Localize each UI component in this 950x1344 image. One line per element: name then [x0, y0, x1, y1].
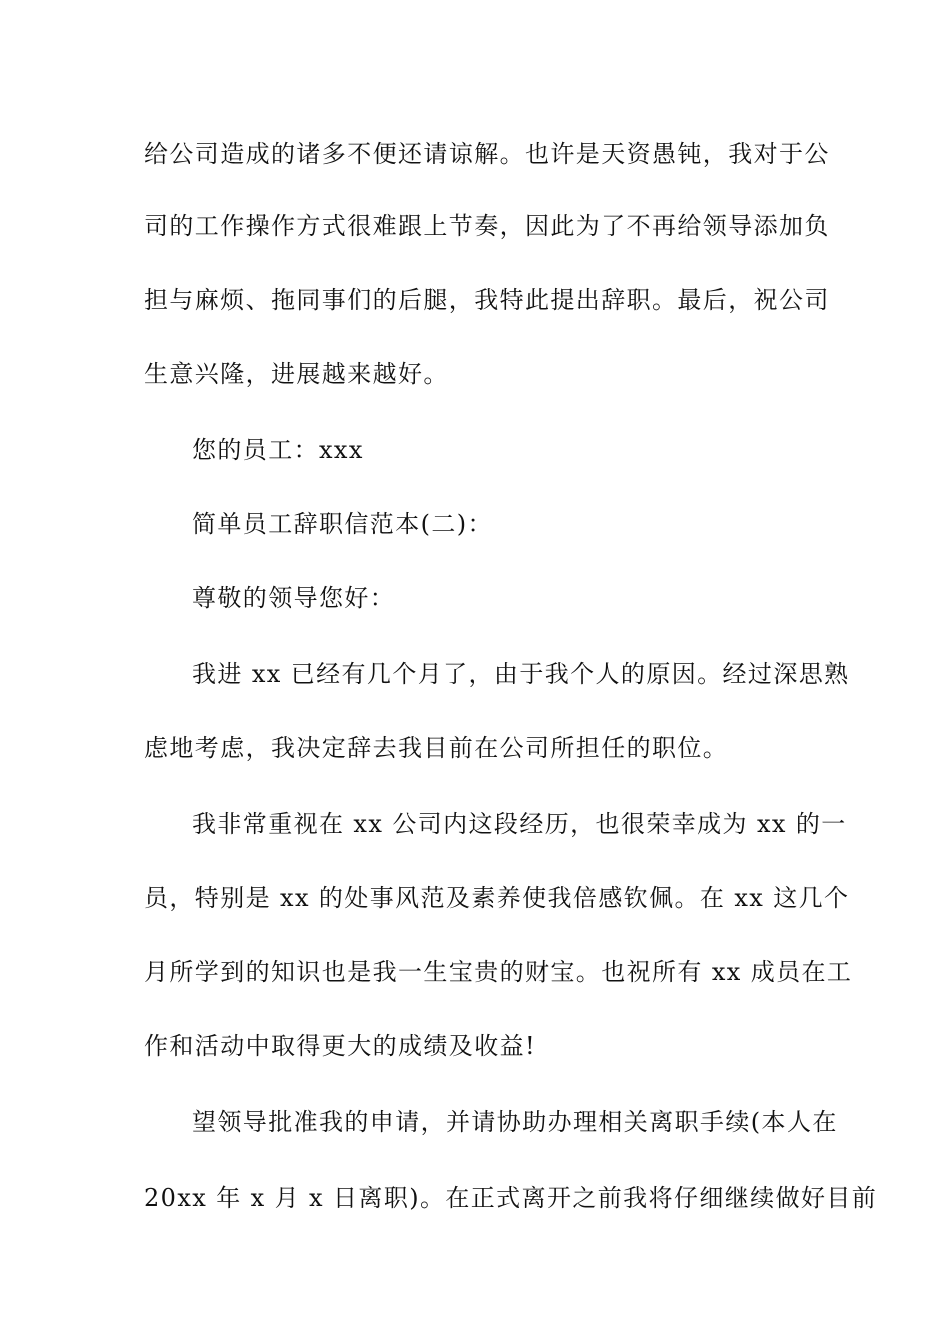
paragraph-line: 担与麻烦、拖同事们的后腿，我特此提出辞职。最后，祝公司 — [144, 286, 830, 314]
paragraph-line: 生意兴隆，进展越来越好。 — [144, 360, 449, 388]
signature-line: 您的员工：xxx — [192, 436, 364, 464]
paragraph-line: 20xx 年 x 月 x 日离职)。在正式离开之前我将仔细继续做好目前 — [144, 1184, 878, 1212]
paragraph-line: 员，特别是 xx 的处事风范及素养使我倍感钦佩。在 xx 这几个 — [144, 884, 850, 912]
paragraph-line: 作和活动中取得更大的成绩及收益! — [144, 1032, 537, 1060]
paragraph-line: 月所学到的知识也是我一生宝贵的财宝。也祝所有 xx 成员在工 — [144, 958, 853, 986]
paragraph-line: 我非常重视在 xx 公司内这段经历，也很荣幸成为 xx 的一 — [192, 810, 847, 838]
section-heading: 简单员工辞职信范本(二)： — [192, 510, 493, 538]
paragraph-line: 望领导批准我的申请，并请协助办理相关离职手续(本人在 — [192, 1108, 838, 1136]
paragraph-line: 虑地考虑，我决定辞去我目前在公司所担任的职位。 — [144, 734, 729, 762]
salutation: 尊敬的领导您好： — [192, 584, 396, 612]
paragraph-line: 司的工作操作方式很难跟上节奏，因此为了不再给领导添加负 — [144, 212, 830, 240]
paragraph-line: 给公司造成的诸多不便还请谅解。也许是天资愚钝，我对于公 — [144, 140, 830, 168]
paragraph-line: 我进 xx 已经有几个月了，由于我个人的原因。经过深思熟 — [192, 660, 850, 688]
